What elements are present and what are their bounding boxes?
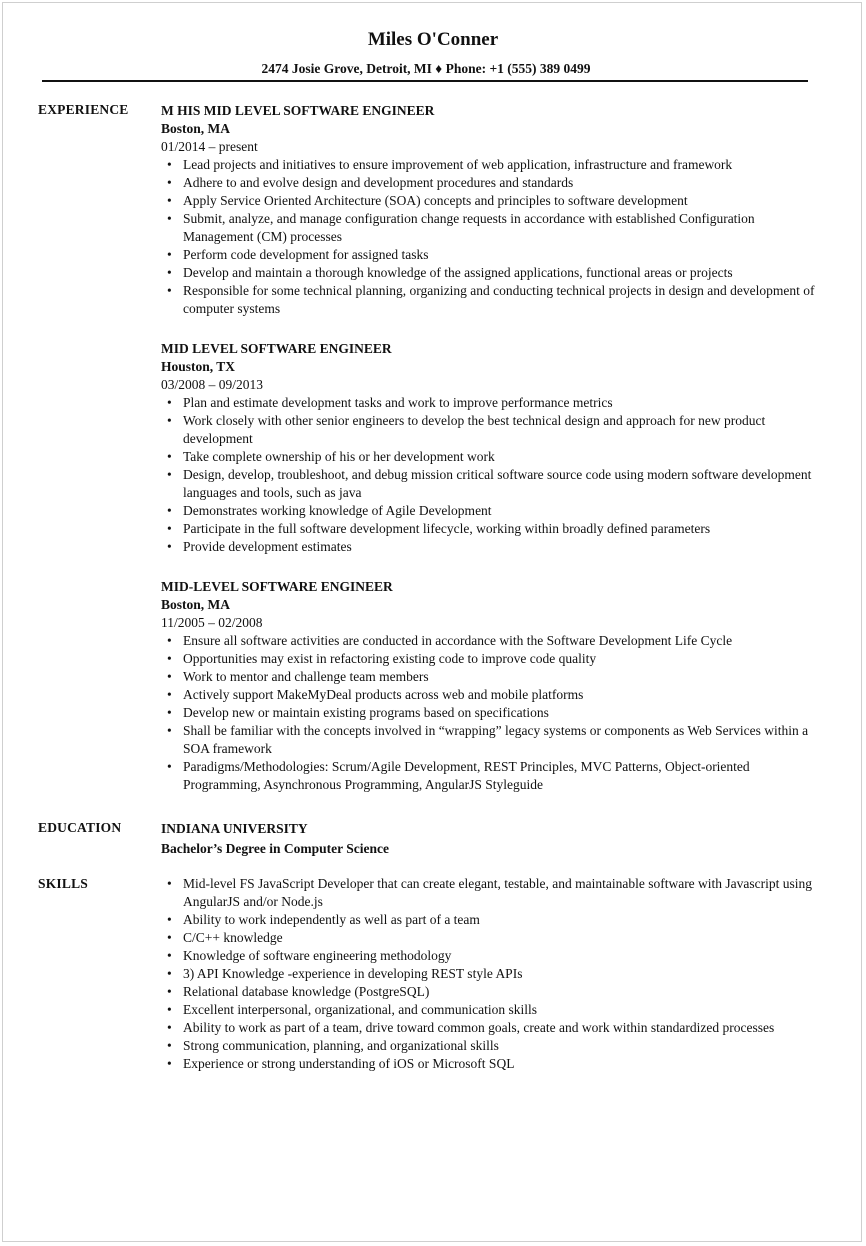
- list-item: • Excellent interpersonal, organizational, and communication skills: [161, 1001, 821, 1019]
- skills-list: [161, 875, 821, 1073]
- list-item: • Participate in the full software development lifecycle, working within broadly defined parameters: [161, 520, 821, 538]
- section-label-experience: EXPERIENCE: [38, 102, 129, 117]
- job-location: Houston, TX: [161, 359, 236, 374]
- list-item: • Design, develop, troubleshoot, and debug mission critical software source code using modern software development languages and tools, such as java: [161, 466, 821, 502]
- list-item: • Actively support MakeMyDeal products across web and mobile platforms: [161, 686, 821, 704]
- list-item: • Knowledge of software engineering methodology: [161, 947, 821, 965]
- list-item: • Adhere to and evolve design and development procedures and standards: [161, 174, 821, 192]
- list-item: • Provide development estimates: [161, 538, 821, 556]
- list-item: • Shall be familiar with the concepts involved in “wrapping” legacy systems or components as Web Services within a SOA framework: [161, 722, 821, 758]
- job-dates: 11/2005 – 02/2008: [161, 615, 263, 630]
- list-item: • Develop and maintain a thorough knowledge of the assigned applications, functional areas or projects: [161, 264, 821, 282]
- list-item: • Ability to work as part of a team, drive toward common goals, create and work within standardized processes: [161, 1019, 821, 1037]
- list-item: • Paradigms/Methodologies: Scrum/Agile Development, REST Principles, MVC Patterns, Object-oriented Programming, Asynchronous Programming, AngularJS Styleguide: [161, 758, 821, 794]
- list-item: • Work closely with other senior engineers to develop the best technical design and approach for new product development: [161, 412, 821, 448]
- job-bullets: [161, 632, 821, 794]
- school-name: INDIANA UNIVERSITY: [161, 821, 308, 836]
- experience-entry: [161, 340, 821, 556]
- list-item: • Apply Service Oriented Architecture (SOA) concepts and principles to software development: [161, 192, 821, 210]
- list-item: • Strong communication, planning, and organizational skills: [161, 1037, 821, 1055]
- list-item: • Lead projects and initiatives to ensure improvement of web application, infrastructure and framework: [161, 156, 821, 174]
- list-item: • Plan and estimate development tasks and work to improve performance metrics: [161, 394, 821, 412]
- job-bullets: [161, 394, 821, 556]
- experience-entry: [161, 102, 821, 318]
- skills-list-container: [161, 875, 821, 1073]
- list-item: • Develop new or maintain existing programs based on specifications: [161, 704, 821, 722]
- section-label-skills: SKILLS: [38, 876, 88, 891]
- header-divider: [42, 80, 808, 82]
- job-bullets: [161, 156, 821, 318]
- job-title: M HIS MID LEVEL SOFTWARE ENGINEER: [161, 103, 435, 118]
- job-title: MID LEVEL SOFTWARE ENGINEER: [161, 341, 392, 356]
- list-item: • Mid-level FS JavaScript Developer that can create elegant, testable, and maintainable software with Javascript using AngularJS and/or Node.js: [161, 875, 821, 911]
- job-location: Boston, MA: [161, 121, 231, 136]
- list-item: • Submit, analyze, and manage configuration change requests in accordance with established Configuration Management (CM) processes: [161, 210, 821, 246]
- list-item: • Opportunities may exist in refactoring existing code to improve code quality: [161, 650, 821, 668]
- list-item: • Experience or strong understanding of iOS or Microsoft SQL: [161, 1055, 821, 1073]
- list-item: • Relational database knowledge (PostgreSQL): [161, 983, 821, 1001]
- degree: Bachelor’s Degree in Computer Science: [161, 841, 389, 856]
- experience-entry: [161, 578, 821, 794]
- job-location: Boston, MA: [161, 597, 231, 612]
- job-dates: 03/2008 – 09/2013: [161, 377, 264, 392]
- list-item: • Responsible for some technical planning, organizing and conducting technical projects in design and development of computer systems: [161, 282, 821, 318]
- section-label-education: EDUCATION: [38, 820, 122, 835]
- list-item: • Demonstrates working knowledge of Agile Development: [161, 502, 821, 520]
- contact-line: 2474 Josie Grove, Detroit, MI ♦ Phone: +1 (555) 389 0499: [261, 61, 591, 76]
- job-dates: 01/2014 – present: [161, 139, 258, 154]
- list-item: • Ensure all software activities are conducted in accordance with the Software Development Life Cycle: [161, 632, 821, 650]
- candidate-name: Miles O'Conner: [367, 29, 499, 50]
- list-item: • C/C++ knowledge: [161, 929, 821, 947]
- list-item: • Perform code development for assigned tasks: [161, 246, 821, 264]
- list-item: • 3) API Knowledge -experience in developing REST style APIs: [161, 965, 821, 983]
- job-title: MID-LEVEL SOFTWARE ENGINEER: [161, 579, 393, 594]
- education-entry: [161, 820, 821, 858]
- list-item: • Take complete ownership of his or her development work: [161, 448, 821, 466]
- list-item: • Ability to work independently as well as part of a team: [161, 911, 821, 929]
- list-item: • Work to mentor and challenge team members: [161, 668, 821, 686]
